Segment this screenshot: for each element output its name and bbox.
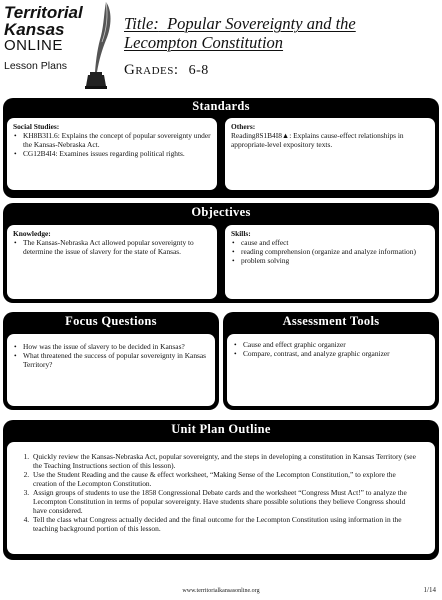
logo-line-lesson-plans: Lesson Plans — [4, 60, 68, 72]
list-item: • How was the issue of slavery to be decided in Kansas? — [13, 342, 209, 351]
quill-pen-icon — [82, 0, 118, 92]
unit-plan-outline-title: Unit Plan Outline — [171, 422, 271, 436]
list-item: 3. Assign groups of students to use the 1858 Congressional Debate cards and the worksheet “Congress Must Act!” to analyze the Lecompton Constitution in terms of popular sovereignty. Have students share possible solutions they believe Congress should have considered. — [31, 488, 421, 515]
assessment-tools-panel — [223, 312, 439, 410]
list-item: 2. Use the Student Reading and the cause & effect worksheet, “Making Sense of the Lecompton Constitution,” to explore the creation of the Lecompton Constitution. — [31, 470, 421, 488]
others-text: Reading8S1B4I8▲: Explains cause-effect relationships in appropriate-level expository texts. — [231, 131, 404, 149]
list-item: • The Kansas-Nebraska Act allowed popular sovereignty to determine the issue of slavery for the state of Kansas. — [13, 238, 211, 256]
focus-questions-panel — [3, 312, 219, 410]
list-item: • problem solving — [231, 256, 429, 265]
grades — [124, 62, 209, 79]
assessment-tools-title: Assessment Tools — [282, 314, 380, 328]
objectives-panel — [3, 203, 439, 303]
list-item: • CG12B4I4: Examines issues regarding political rights. — [13, 149, 211, 158]
unit-plan-outline-panel — [3, 420, 439, 560]
title-line-2: Lecompton Constitution — [124, 33, 284, 52]
knowledge-card — [7, 225, 217, 299]
unit-plan-outline-card — [7, 442, 435, 554]
list-item: 4. Tell the class what Congress actually decided and the final outcome for the Lecompton Constitution using information in the teaching background portion of this lesson. — [31, 515, 421, 533]
lesson-title — [124, 14, 434, 52]
social-studies-card — [7, 118, 217, 190]
social-studies-heading: Social Studies: — [13, 122, 60, 131]
title-label: Title: — [124, 14, 159, 33]
standards-title: Standards — [192, 99, 250, 113]
page-number: 1/14 — [423, 586, 436, 594]
list-item: • reading comprehension (organize and analyze information) — [231, 247, 429, 256]
title-line-1: Popular Sovereignty and the — [167, 14, 356, 33]
assessment-tools-card — [227, 334, 435, 406]
logo-line-online: ONLINE — [4, 37, 63, 54]
list-item: • Cause and effect graphic organizer — [233, 340, 429, 349]
logo-line-kansas: Kansas — [4, 20, 65, 39]
list-item: 1. Quickly review the Kansas-Nebraska Act, popular sovereignty, and the steps in developing a constitution in Kansas Territory (see the Teaching Instructions section of this lesson). — [31, 452, 421, 470]
skills-heading: Skills: — [231, 229, 251, 238]
others-card — [225, 118, 435, 190]
list-item: • KH8B3I1.6: Explains the concept of popular sovereignty under the Kansas-Nebraska Act. — [13, 131, 211, 149]
standards-panel — [3, 98, 439, 198]
focus-questions-card — [7, 334, 215, 406]
skills-card — [225, 225, 435, 299]
knowledge-heading: Knowledge: — [13, 229, 51, 238]
focus-questions-title: Focus Questions — [65, 314, 157, 328]
footer-url: www.territorialkansasonline.org — [182, 588, 260, 594]
objectives-title: Objectives — [191, 205, 251, 219]
others-heading: Others: — [231, 122, 256, 131]
grades-label: Grades: — [124, 62, 179, 78]
grades-value: 6-8 — [188, 63, 209, 78]
list-item: • cause and effect — [231, 238, 429, 247]
list-item: • What threatened the success of popular sovereignty in Kansas Territory? — [13, 351, 209, 369]
logo-line-territorial: Territorial — [4, 3, 83, 22]
list-item: • Compare, contrast, and analyze graphic organizer — [233, 349, 429, 358]
